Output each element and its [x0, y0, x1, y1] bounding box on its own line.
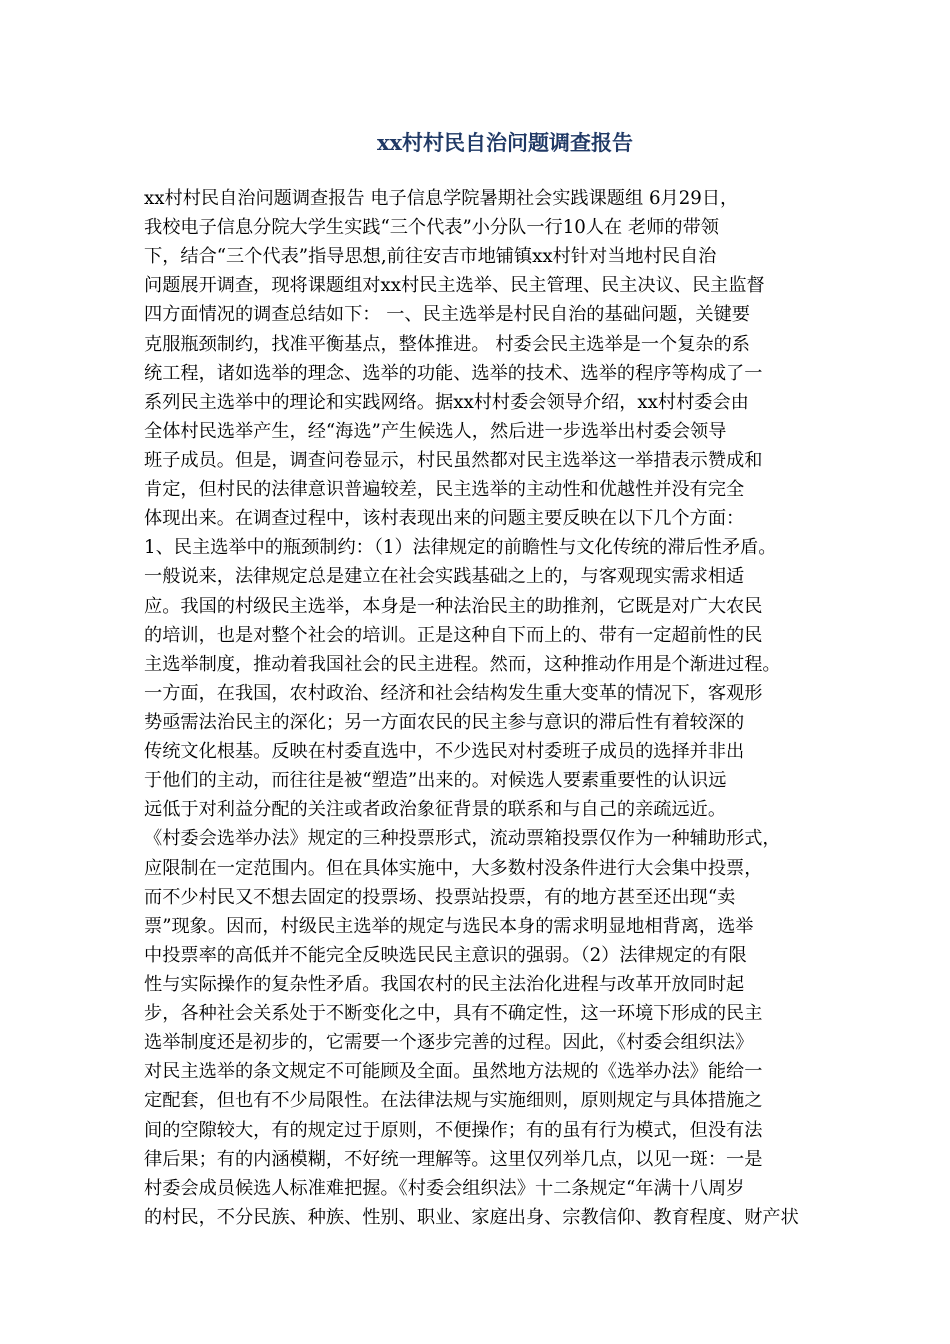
document-body: [144, 184, 884, 1232]
body-text-line: 于他们的主动，而往往是被“塑造”出来的。对候选人要素重要性的认识远: [144, 770, 727, 792]
body-text-line: 四方面情况的调查总结如下： 一、民主选举是村民自治的基础问题，关键要: [144, 304, 750, 326]
body-text-line: 主选举制度，推动着我国社会的民主进程。然而，这种推动作用是个渐进过程。: [144, 653, 781, 675]
body-text-line: 选举制度还是初步的，它需要一个逐步完善的过程。因此，《村委会组织法》: [144, 1032, 754, 1054]
body-text-line: 系列民主选举中的理论和实践网络。据xx村村委会领导介绍，xx村村委会由: [144, 391, 749, 413]
body-text-line: 一方面，在我国，农村政治、经济和社会结构发生重大变革的情况下，客观形: [144, 682, 763, 704]
body-text-line: 问题展开调查，现将课题组对xx村民主选举、民主管理、民主决议、民主监督: [144, 275, 765, 297]
body-text-line: 应限制在一定范围内。但在具体实施中，大多数村没条件进行大会集中投票，: [144, 857, 763, 879]
body-text-line: 律后果；有的内涵模糊，不好统一理解等。这里仅列举几点，以见一斑：一是: [144, 1148, 763, 1170]
body-text-line: 统工程，诸如选举的理念、选举的功能、选举的技术、选举的程序等构成了一: [144, 362, 763, 384]
body-text-line: 远低于对利益分配的关注或者政治象征背景的联系和与自己的亲疏远近。: [144, 799, 727, 821]
document-title: xx村村民自治问题调查报告: [376, 130, 634, 155]
body-text-line: 中投票率的高低并不能完全反映选民民主意识的强弱。（2）法律规定的有限: [144, 944, 747, 966]
body-text-line: 传统文化根基。反映在村委直选中，不少选民对村委班子成员的选择并非出: [144, 741, 745, 763]
body-text-line: 体现出来。在调查过程中，该村表现出来的问题主要反映在以下几个方面：: [144, 508, 745, 530]
body-text-line: 1、民主选举中的瓶颈制约：（1）法律规定的前瞻性与文化传统的滞后性矛盾。: [144, 537, 777, 559]
body-text-line: 下，结合“三个代表”指导思想,前往安吉市地铺镇xx村针对当地村民自治: [144, 246, 717, 268]
body-text-line: 而不少村民又不想去固定的投票场、投票站投票，有的地方甚至还出现“卖: [144, 886, 736, 908]
body-text-line: 村委会成员候选人标准难把握。《村委会组织法》十二条规定“年满十八周岁: [144, 1177, 745, 1199]
body-text-line: 对民主选举的条文规定不可能顾及全面。虽然地方法规的《选举办法》能给一: [144, 1061, 763, 1083]
body-text-line: 一般说来，法律规定总是建立在社会实践基础之上的，与客观现实需求相适: [144, 566, 745, 588]
body-text-line: 势亟需法治民主的深化；另一方面农民的民主参与意识的滞后性有着较深的: [144, 711, 745, 733]
body-text-line: 我校电子信息分院大学生实践“三个代表”小分队一行10人在 老师的带领: [144, 217, 719, 239]
body-text-line: xx村村民自治问题调查报告 电子信息学院暑期社会实践课题组 6月29日，: [144, 188, 739, 209]
body-text-line: 的培训，也是对整个社会的培训。正是这种自下而上的、带有一定超前性的民: [144, 624, 763, 646]
body-text-line: 间的空隙较大，有的规定过于原则，不便操作；有的虽有行为模式，但没有法: [144, 1119, 763, 1141]
body-text-line: 全体村民选举产生，经“海选”产生候选人，然后进一步选举出村委会领导: [144, 420, 727, 442]
body-text-line: 应。我国的村级民主选举，本身是一种法治民主的助推剂，它既是对广大农民: [144, 595, 763, 617]
body-text-line: 性与实际操作的复杂性矛盾。我国农村的民主法治化进程与改革开放同时起: [144, 973, 745, 995]
body-text-line: 肯定，但村民的法律意识普遍较差，民主选举的主动性和优越性并没有完全: [144, 479, 745, 501]
body-text-line: 的村民，不分民族、种族、性别、职业、家庭出身、宗教信仰、教育程度、财产状: [144, 1206, 799, 1228]
body-text-line: 克服瓶颈制约，找准平衡基点，整体推进。 村委会民主选举是一个复杂的系: [144, 333, 750, 355]
body-text-line: 票”现象。因而，村级民主选举的规定与选民本身的需求明显地相背离，选举: [144, 915, 754, 937]
body-text-line: 班子成员。但是，调查问卷显示，村民虽然都对民主选举这一举措表示赞成和: [144, 449, 763, 471]
body-text-line: 步，各种社会关系处于不断变化之中，具有不确定性，这一环境下形成的民主: [144, 1003, 763, 1025]
body-text-line: 《村委会选举办法》规定的三种投票形式，流动票箱投票仅作为一种辅助形式，: [144, 828, 781, 850]
body-text-line: 定配套，但也有不少局限性。在法律法规与实施细则，原则规定与具体措施之: [144, 1090, 763, 1112]
